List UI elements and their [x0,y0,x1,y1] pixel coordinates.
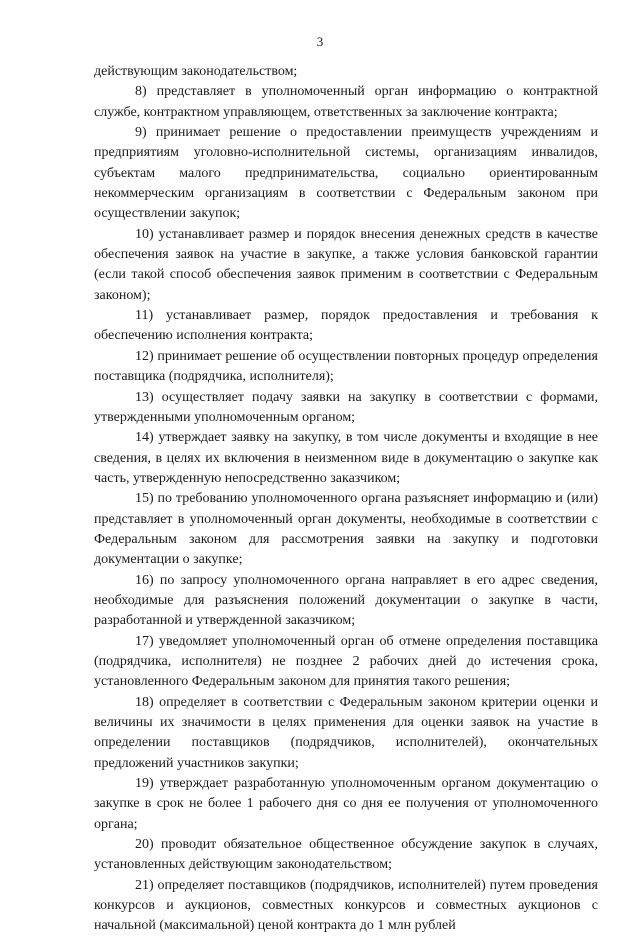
page-number: 3 [316,34,324,49]
paragraph-item-8: 8) представляет в уполномоченный орган информацию о контрактной службе, контрактном управляющем, ответственных за заключение контракта; [94,84,598,120]
paragraph-item-12: 12) принимает решение об осуществлении повторных процедур определения поставщика (подрядчика, исполнителя); [94,348,598,385]
paragraph-item-17: 17) уведомляет уполномоченный орган об отмене определения поставщика (подрядчика, исполнителя) не позднее 2 рабочих дней до истечения срока, установленного Федеральным законом для принятия такого решения; [94,633,598,690]
paragraph-item-9: 9) принимает решение о предоставлении преимуществ учреждениям и предприятиям уголовно-исполнительной системы, организациям инвалидов, субъектам малого предпринимательства, социально ориентированным некоммерческим организациям в соответствии с Федеральным законом при осуществлении закупок; [94,125,598,222]
paragraph-item-10: 10) устанавливает размер и порядок внесения денежных средств в качестве обеспечения заявок на участие в закупке, а также условия банковской гарантии (если такой способ обеспечения заявок применим в соответствии с Федеральным законом); [94,226,598,303]
paragraph-item-19: 19) утверждает разработанную уполномоченным органом документацию о закупке в срок не более 1 рабочего дня со дня ее получения от уполномоченного органа; [94,776,598,832]
document-body [94,62,598,937]
paragraph-item-13: 13) осуществляет подачу заявки на закупку в соответствии с формами, утвержденными уполномоченным органом; [94,389,598,425]
paragraph-item-16: 16) по запросу уполномоченного органа направляет в его адрес сведения, необходимые для разъяснения положений документации о закупке в части, разработанной и утвержденной заказчиком; [94,572,598,629]
paragraph-item-21: 21) определяет поставщиков (подрядчиков, исполнителей) путем проведения конкурсов и аукционов, совместных конкурсов и совместных аукционов с начальной (максимальной) ценой контракта до 1 млн рублей [94,877,598,934]
paragraph-item-11: 11) устанавливает размер, порядок предоставления и требования к обеспечению исполнения контракта; [94,308,598,344]
paragraph-item-14: 14) утверждает заявку на закупку, в том числе документы и входящие в нее сведения, в целях их включения в неизменном виде в документацию о закупке как часть, утвержденную непосредственно заказчиком; [94,430,598,486]
paragraph-item-20: 20) проводит обязательное общественное обсуждение закупок в случаях, установленных действующим законодательством; [94,837,598,873]
paragraph-continuation: действующим законодательством; [94,64,298,79]
paragraph-item-18: 18) определяет в соответствии с Федеральным законом критерии оценки и величины их значимости в целях применения для оценки заявок на участие в определении поставщиков (подрядчиков, исполнителей), окончательных предложений участников закупки; [94,694,598,771]
paragraph-item-15: 15) по требованию уполномоченного органа разъясняет информацию и (или) представляет в уполномоченный орган документы, необходимые в соответствии с Федеральным законом для рассмотрения заявки на закупку и подготовки документации о закупке; [94,491,598,568]
